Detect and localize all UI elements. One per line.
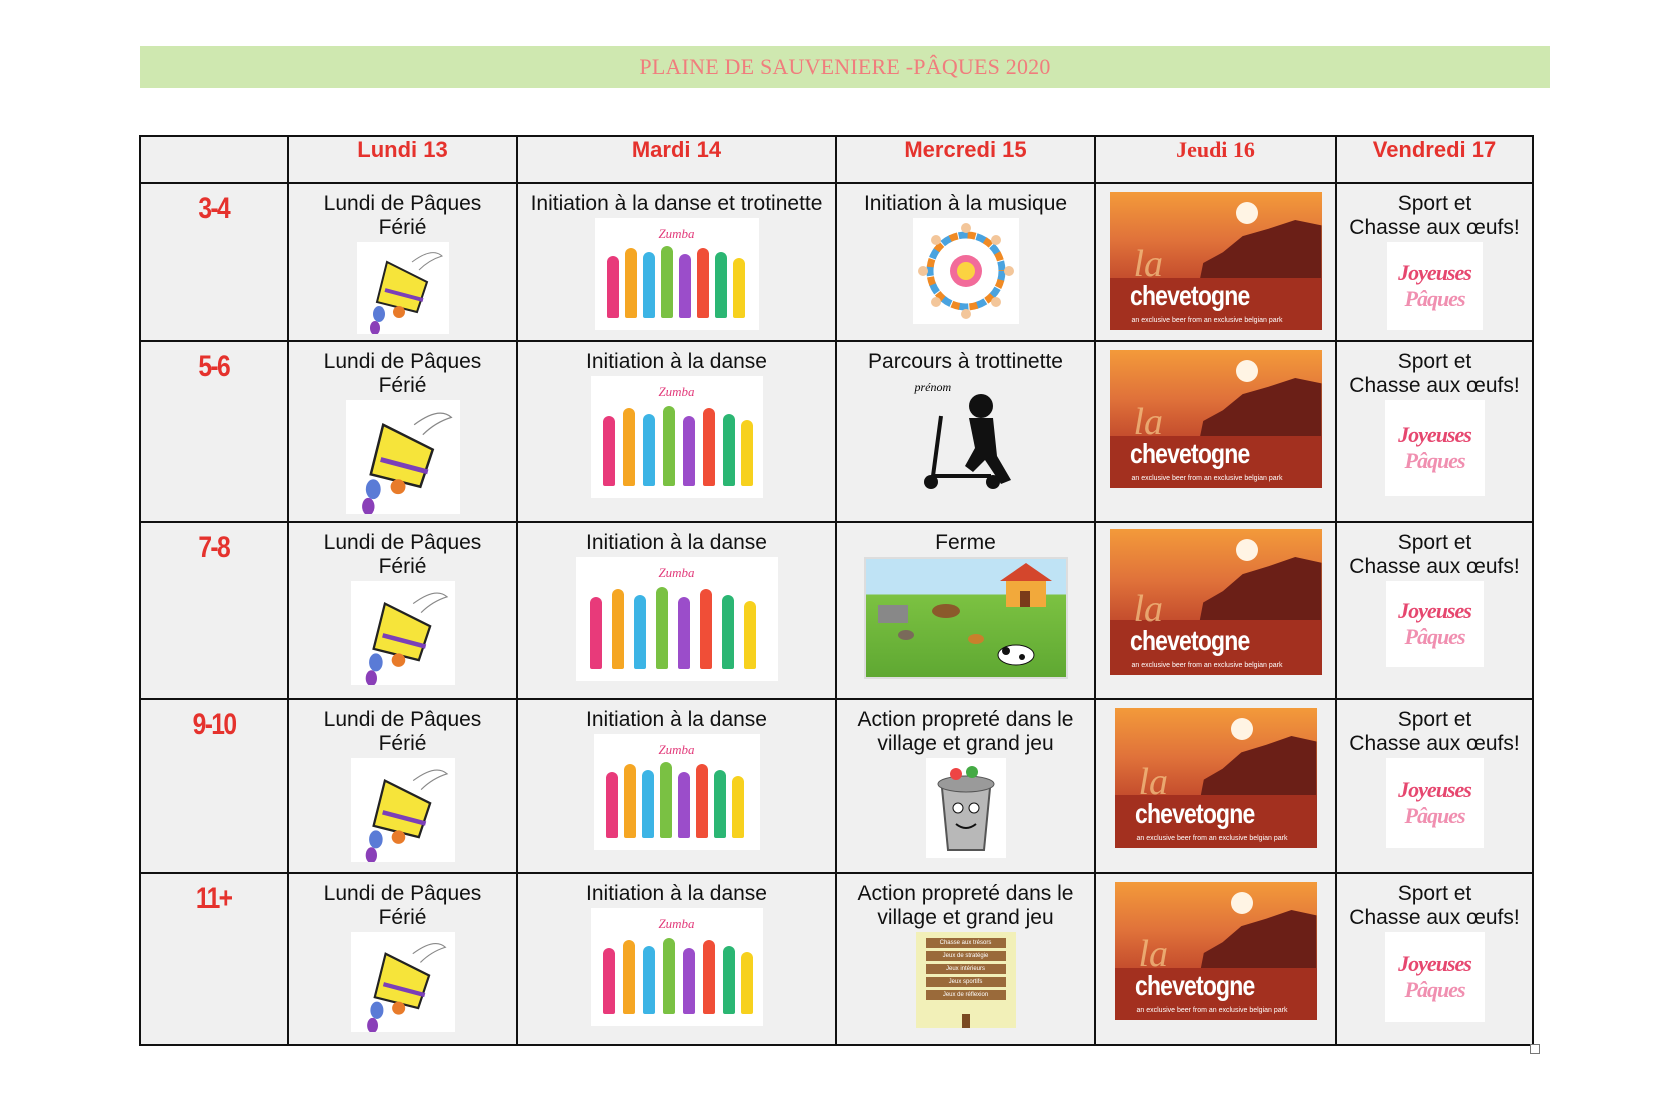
joyeuses-paques-image [1386, 581, 1484, 667]
age-label: 5-6 [198, 350, 230, 383]
activity-text: Parcours à trottinette [868, 350, 1063, 373]
joyeuses-paques-image [1387, 242, 1483, 330]
activity-text: Initiation à la danse et trotinette [530, 192, 823, 215]
scooter-label: prénom [914, 380, 952, 394]
zumba-logo-text: Zumba [658, 916, 695, 931]
sign-line: Jeux de réflexion [926, 990, 1006, 1000]
table-row [140, 522, 1533, 699]
sign-line: Chasse aux trésors [926, 938, 1006, 948]
joyeuses-paques-image [1385, 932, 1485, 1022]
activity-text: Lundi de Pâques [323, 708, 482, 731]
activity-text: Chasse aux œufs! [1349, 374, 1520, 397]
activity-text: Chasse aux œufs! [1349, 216, 1520, 239]
lundi-cell [288, 699, 517, 873]
activity-text: Chasse aux œufs! [1349, 732, 1520, 755]
mercredi-cell [836, 183, 1095, 341]
activity-text: Férié [378, 216, 427, 239]
paques-text: Pâques [1404, 803, 1465, 828]
age-cell [140, 183, 288, 341]
sign-line: Jeux intérieurs [926, 964, 1006, 974]
age-label: 9-10 [192, 708, 236, 741]
easter-bell-image [346, 400, 460, 514]
zumba-image [594, 734, 760, 850]
activity-text: Chasse aux œufs! [1349, 555, 1520, 578]
table-row [140, 341, 1533, 522]
joyeuses-text: Joyeuses [1398, 951, 1471, 976]
chevetogne-image: la chevetogne an exclusive beer from an exclusive belgian park [1110, 529, 1322, 675]
jeudi-cell [1095, 183, 1336, 341]
activity-text: Initiation à la musique [863, 192, 1068, 215]
age-label: 7-8 [198, 531, 230, 564]
activity-text: village et grand jeu [877, 732, 1054, 755]
age-cell [140, 699, 288, 873]
chevetogne-tagline: an exclusive beer from an exclusive belgian park [1131, 317, 1283, 324]
mercredi-cell [836, 522, 1095, 699]
table-row [140, 183, 1533, 341]
jeudi-cell [1095, 873, 1336, 1045]
zumba-image [576, 557, 778, 681]
activity-text: Férié [378, 906, 427, 929]
jeudi-cell [1095, 341, 1336, 522]
paques-text: Pâques [1404, 977, 1465, 1002]
chevetogne-brand: chevetogne [1129, 280, 1249, 311]
chevetogne-image: la chevetogne an exclusive beer from an exclusive belgian park [1110, 192, 1322, 330]
header-mardi: Mardi 14 [517, 136, 836, 183]
trash-can-image [926, 758, 1006, 858]
joyeuses-text: Joyeuses [1398, 422, 1471, 447]
activity-text: Sport et [1397, 882, 1472, 905]
mardi-cell [517, 341, 836, 522]
paques-text: Pâques [1404, 448, 1465, 473]
lundi-cell [288, 183, 517, 341]
farm-image [864, 557, 1068, 679]
table-resize-handle[interactable] [1530, 1044, 1540, 1054]
activity-text: Sport et [1397, 708, 1472, 731]
paques-text: Pâques [1404, 624, 1465, 649]
joyeuses-text: Joyeuses [1398, 260, 1471, 285]
age-label: 11+ [196, 882, 232, 915]
table-row [140, 873, 1533, 1045]
activity-text: Initiation à la danse [586, 531, 767, 554]
mercredi-cell [836, 873, 1095, 1045]
age-cell [140, 522, 288, 699]
vendredi-cell [1336, 873, 1533, 1045]
lundi-cell [288, 522, 517, 699]
schedule-table [139, 135, 1534, 1046]
vendredi-cell [1336, 699, 1533, 873]
chevetogne-tagline: an exclusive beer from an exclusive belgian park [1131, 475, 1283, 482]
chevetogne-brand: chevetogne [1134, 798, 1254, 829]
activity-text: Sport et [1397, 531, 1472, 554]
easter-bell-image [351, 932, 455, 1032]
jeudi-cell [1095, 699, 1336, 873]
chevetogne-image: la chevetogne an exclusive beer from an exclusive belgian park [1115, 882, 1317, 1020]
chevetogne-brand: chevetogne [1134, 970, 1254, 1001]
sign-line: Jeux de stratégie [926, 951, 1006, 961]
games-sign-image [916, 932, 1016, 1028]
joyeuses-text: Joyeuses [1398, 598, 1471, 623]
zumba-logo-text: Zumba [658, 742, 695, 757]
vendredi-cell [1336, 341, 1533, 522]
joyeuses-paques-image [1386, 758, 1484, 848]
chevetogne-brand: chevetogne [1129, 625, 1249, 656]
activity-text: Initiation à la danse [586, 882, 767, 905]
zumba-logo-text: Zumba [658, 384, 695, 399]
age-cell [140, 341, 288, 522]
chevetogne-brand: chevetogne [1129, 438, 1249, 469]
easter-bell-image [357, 242, 449, 334]
activity-text: Sport et [1397, 350, 1472, 373]
activity-text: Lundi de Pâques [323, 192, 482, 215]
age-cell [140, 873, 288, 1045]
scooter-image [901, 376, 1031, 496]
mardi-cell [517, 699, 836, 873]
header-lundi: Lundi 13 [288, 136, 517, 183]
activity-text: Ferme [935, 531, 996, 554]
activity-text: Initiation à la danse [586, 350, 767, 373]
header-vendredi: Vendredi 17 [1336, 136, 1533, 183]
chevetogne-tagline: an exclusive beer from an exclusive belgian park [1131, 662, 1283, 669]
activity-text: Lundi de Pâques [323, 531, 482, 554]
header-mercredi: Mercredi 15 [836, 136, 1095, 183]
corner-cell [140, 136, 288, 183]
table-row [140, 699, 1533, 873]
vendredi-cell [1336, 183, 1533, 341]
zumba-image [591, 908, 763, 1026]
title-banner [140, 46, 1550, 88]
easter-bell-image [351, 758, 455, 862]
jeudi-cell [1095, 522, 1336, 699]
mercredi-cell [836, 699, 1095, 873]
page-title: PLAINE DE SAUVENIERE -PÂQUES 2020 [639, 54, 1051, 79]
lundi-cell [288, 341, 517, 522]
zumba-logo-text: Zumba [658, 565, 695, 580]
activity-text: Sport et [1397, 192, 1472, 215]
mardi-cell [517, 183, 836, 341]
children-circle-image [913, 218, 1019, 324]
chevetogne-tagline: an exclusive beer from an exclusive belgian park [1136, 1007, 1288, 1014]
header-jeudi: Jeudi 16 [1095, 136, 1336, 183]
chevetogne-tagline: an exclusive beer from an exclusive belgian park [1136, 835, 1288, 842]
mardi-cell [517, 522, 836, 699]
vendredi-cell [1336, 522, 1533, 699]
zumba-image [591, 376, 763, 498]
chevetogne-image: la chevetogne an exclusive beer from an exclusive belgian park [1110, 350, 1322, 488]
lundi-cell [288, 873, 517, 1045]
easter-bell-image [351, 581, 455, 685]
activity-text: Lundi de Pâques [323, 882, 482, 905]
mardi-cell [517, 873, 836, 1045]
activity-text: Férié [378, 374, 427, 397]
mercredi-cell [836, 341, 1095, 522]
activity-text: village et grand jeu [877, 906, 1054, 929]
activity-text: Chasse aux œufs! [1349, 906, 1520, 929]
activity-text: Action propreté dans le [857, 882, 1074, 905]
zumba-image [595, 218, 759, 330]
header-row [140, 136, 1533, 183]
age-label: 3-4 [198, 192, 230, 225]
joyeuses-paques-image [1385, 400, 1485, 496]
joyeuses-text: Joyeuses [1398, 777, 1471, 802]
sign-line: Jeux sportifs [926, 977, 1006, 987]
activity-text: Férié [378, 732, 427, 755]
activity-text: Férié [378, 555, 427, 578]
zumba-logo-text: Zumba [658, 226, 695, 241]
activity-text: Action propreté dans le [857, 708, 1074, 731]
activity-text: Lundi de Pâques [323, 350, 482, 373]
activity-text: Initiation à la danse [586, 708, 767, 731]
chevetogne-image: la chevetogne an exclusive beer from an exclusive belgian park [1115, 708, 1317, 848]
paques-text: Pâques [1404, 286, 1465, 311]
